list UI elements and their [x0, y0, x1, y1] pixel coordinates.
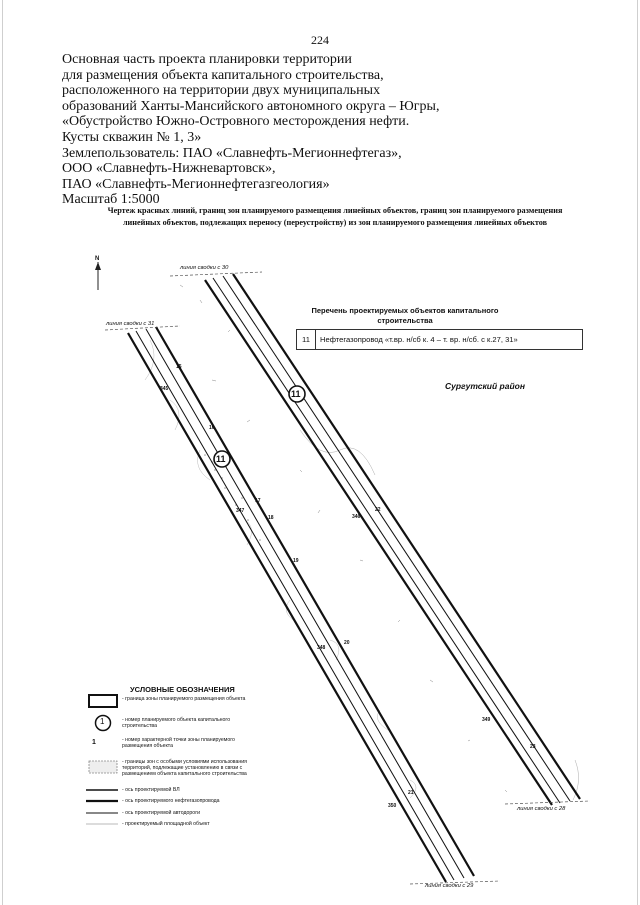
- object-number-label: 11: [216, 454, 226, 464]
- point-label: 15: [176, 364, 182, 370]
- objects-list-table: [296, 329, 583, 350]
- road-axis: [146, 329, 464, 878]
- objects-list-title: Перечень проектируемых объектов капитального строительства: [311, 306, 499, 325]
- legend-title: УСЛОВНЫЕ ОБОЗНАЧЕНИЯ: [130, 685, 235, 694]
- match-line-label-28: линия сводки с 28: [517, 806, 566, 812]
- legend-item: - номер планируемого объекта капитального строительства: [122, 717, 231, 729]
- legend-object-number-symbol: 1: [100, 717, 105, 726]
- legend-item: - номер характерной точки зоны планируемого размещения объекта: [122, 737, 235, 749]
- point-label: 22: [375, 507, 381, 513]
- match-line-label-30: линия сводки с 30: [180, 265, 229, 271]
- point-label: 23: [530, 744, 536, 750]
- north-arrow-icon: [95, 262, 101, 290]
- point-label: 18: [268, 515, 274, 521]
- legend-point-symbol: 1: [92, 739, 96, 746]
- legend-item: - граница зоны планируемого размещения объекта: [122, 696, 246, 702]
- header-line: ПАО «Славнефть-Мегионнефтегазгеология»: [62, 176, 330, 192]
- page-number: 224: [311, 33, 329, 47]
- point-label: 348: [317, 645, 326, 651]
- legend-item: - проектируемый площадной объект: [122, 821, 210, 827]
- point-label: 345: [160, 386, 169, 392]
- legend-item: - ось проектируемого нефтегазопровода: [122, 798, 220, 804]
- header-line: Основная часть проекта планировки территории: [62, 52, 352, 67]
- point-label: 347: [236, 508, 245, 514]
- document-header: [62, 52, 439, 208]
- header-line: Кусты скважин № 1, 3»: [62, 129, 202, 145]
- zone-boundary-line: [233, 274, 580, 799]
- legend-item: - границы зон с особыми условиями использования территорий, подлежащие установлению в связи с размещением объекта капитального строительства: [122, 759, 247, 777]
- object-number-label: 11: [291, 389, 301, 399]
- header-line: Масштаб 1:5000: [62, 192, 160, 208]
- point-label: 17: [255, 498, 261, 504]
- match-line-label-29: линия сводки с 29: [425, 883, 474, 889]
- header-line: образований Ханты-Мансийского автономного округа – Югры,: [62, 98, 440, 114]
- point-label: 349: [482, 717, 491, 723]
- point-label: 20: [344, 640, 350, 646]
- district-label: Сургутский район: [445, 381, 525, 391]
- legend-item: - ось проектируемой автодороги: [122, 810, 200, 816]
- point-label: 350: [388, 803, 397, 809]
- header-line: Землепользователь: ПАО «Славнефть-Мегионнефтегаз»,: [62, 145, 402, 161]
- header-line: ООО «Славнефть-Нижневартовск»,: [62, 161, 276, 177]
- point-label: 16: [209, 425, 215, 431]
- header-line: расположенного на территории двух муниципальных: [62, 83, 381, 99]
- point-label: 19: [293, 558, 299, 564]
- object-name-cell: Нефтегазопровод «т.вр. н/сб к. 4 – т. вр. н/сб. с к.27, 31»: [320, 335, 518, 344]
- header-line: «Обустройство Южно-Островного месторождения нефти.: [62, 114, 410, 130]
- object-number-cell: 11: [297, 330, 316, 349]
- drawing-title: Чертеж красных линий, границ зон планируемого размещения линейных объектов, границ зон планируемого размещения линейных объектов, подлежащих переносу (переустройству) из зон планируемого размещения линейных объектов: [107, 206, 563, 227]
- header-line: для размещения объекта капитального строительства,: [62, 67, 384, 83]
- legend-zone-boundary-icon: [88, 694, 118, 708]
- legend-item: - ось проектируемой ВЛ: [122, 787, 180, 793]
- north-label: N: [95, 256, 100, 262]
- legend-restricted-zone-icon: [88, 760, 118, 774]
- point-label: 346: [352, 514, 361, 520]
- point-label: 21: [408, 790, 414, 796]
- match-line-label-31: линия сводки с 31: [106, 321, 155, 327]
- legend-line-symbols: [86, 786, 118, 846]
- road-axis: [223, 276, 570, 801]
